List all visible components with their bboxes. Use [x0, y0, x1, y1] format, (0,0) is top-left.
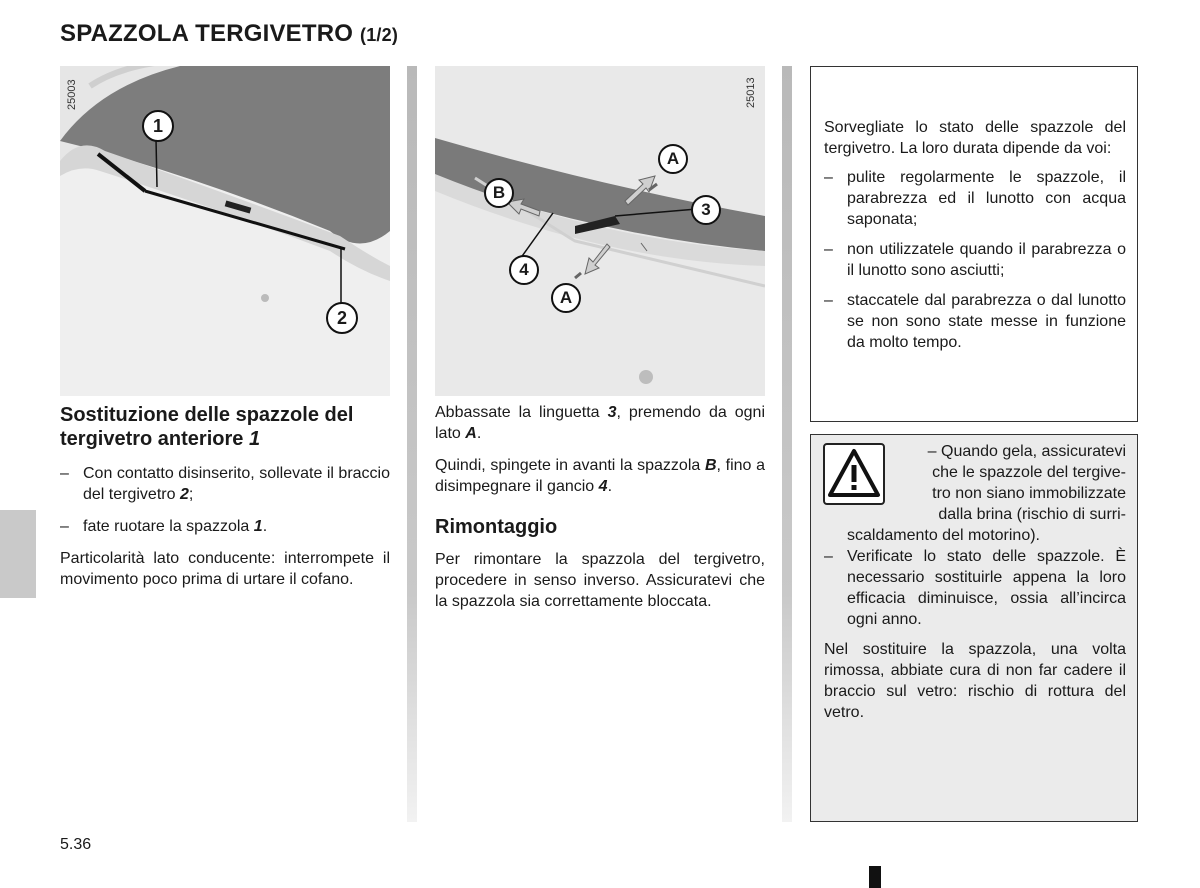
section-tab: [0, 510, 36, 598]
page-title: [60, 20, 398, 48]
warning-triangle-icon: [825, 445, 883, 503]
list-item: – staccatele dal parabrezza o dal lunotto se non sono state messe in funzione da molto tempo.: [824, 292, 1126, 351]
warning-line: dalla brina (rischio di surri-: [938, 506, 1126, 523]
section-heading-refit: Rimontaggio: [435, 516, 558, 538]
warning-box: [810, 434, 1138, 822]
warning-line: tro non siano immobilizzate: [932, 485, 1126, 502]
figure-wiper-blade-drawing: [435, 66, 765, 396]
instruction-refit: Per rimontare la spazzola del tergivetro, procedere in senso inverso. Assicuratevi che la spazzola sia correttamente bloccata.: [435, 551, 765, 610]
page-edge-marker: [869, 866, 881, 888]
callout-3: 3: [691, 195, 721, 225]
page-number: 5.36: [60, 836, 92, 853]
note-intro: Sorvegliate lo stato delle spazzole del tergivetro. La loro durata dipende da voi:: [824, 119, 1126, 157]
callout-2: 2: [326, 302, 358, 334]
instruction-press-tab: Abbassate la linguetta 3, premendo da ogni lato A.: [435, 404, 766, 442]
column-2: [435, 402, 765, 623]
list-item: – Con contatto disinserito, sollevate il braccio del tergivetro 2;: [60, 465, 390, 503]
figure-wiper-arm-drawing: [60, 66, 390, 396]
warning-line: scaldamento del motorino).: [847, 527, 1040, 544]
list-item: – non utilizzatele quando il parabrezza o il lunotto sono asciutti;: [824, 241, 1126, 279]
list-item: – fate ruotare la spazzola 1.: [60, 518, 268, 535]
section-heading-text: Sostituzione delle spazzole del tergivetro anteriore: [60, 404, 354, 450]
page-title-suffix: (1/2): [360, 25, 399, 45]
driver-side-note: Particolarità lato conducente: interrompete il movimento poco prima di urtare il cofano.: [60, 550, 390, 588]
warning-icon: [823, 443, 885, 505]
warning-line: che le spazzole del tergive-: [932, 464, 1126, 481]
instruction-push-blade: Quindi, spingete in avanti la spazzola B, fino a disimpegnare il gancio 4.: [435, 457, 765, 495]
figure-wiper-blade: [435, 66, 765, 396]
section-heading-ref: 1: [248, 428, 261, 450]
warning-paragraph: Nel sostituire la spazzola, una volta rimossa, abbiate cura di non far cadere il braccio sul vetro: rischio di rottura del vetro.: [824, 641, 1126, 721]
column-1: [60, 403, 390, 601]
callout-1: 1: [142, 110, 174, 142]
page-title-text: SPAZZOLA TERGIVETRO: [60, 20, 354, 47]
note-box: [810, 66, 1138, 422]
figure-code-right: 25013: [745, 77, 757, 108]
warning-line: – Quando gela, assicuratevi: [927, 443, 1126, 460]
callout-a-top: A: [658, 144, 688, 174]
callout-a-bottom: A: [551, 283, 581, 313]
list-item: – pulite regolarmente le spazzole, il parabrezza ed il lunotto con acqua saponata;: [824, 169, 1126, 228]
column-separator-right: [782, 66, 792, 822]
section-heading-replacement: [60, 403, 390, 451]
figure-code-left: 25003: [66, 79, 78, 110]
column-separator-left: [407, 66, 417, 822]
callout-4: 4: [509, 255, 539, 285]
list-item: – Verificate lo stato delle spazzole. È necessario sostituirle appena la loro efficacia diminuisce, ossia all’incirca ogni anno.: [824, 548, 1126, 628]
callout-b: B: [484, 178, 514, 208]
figure-wiper-arm: [60, 66, 390, 396]
